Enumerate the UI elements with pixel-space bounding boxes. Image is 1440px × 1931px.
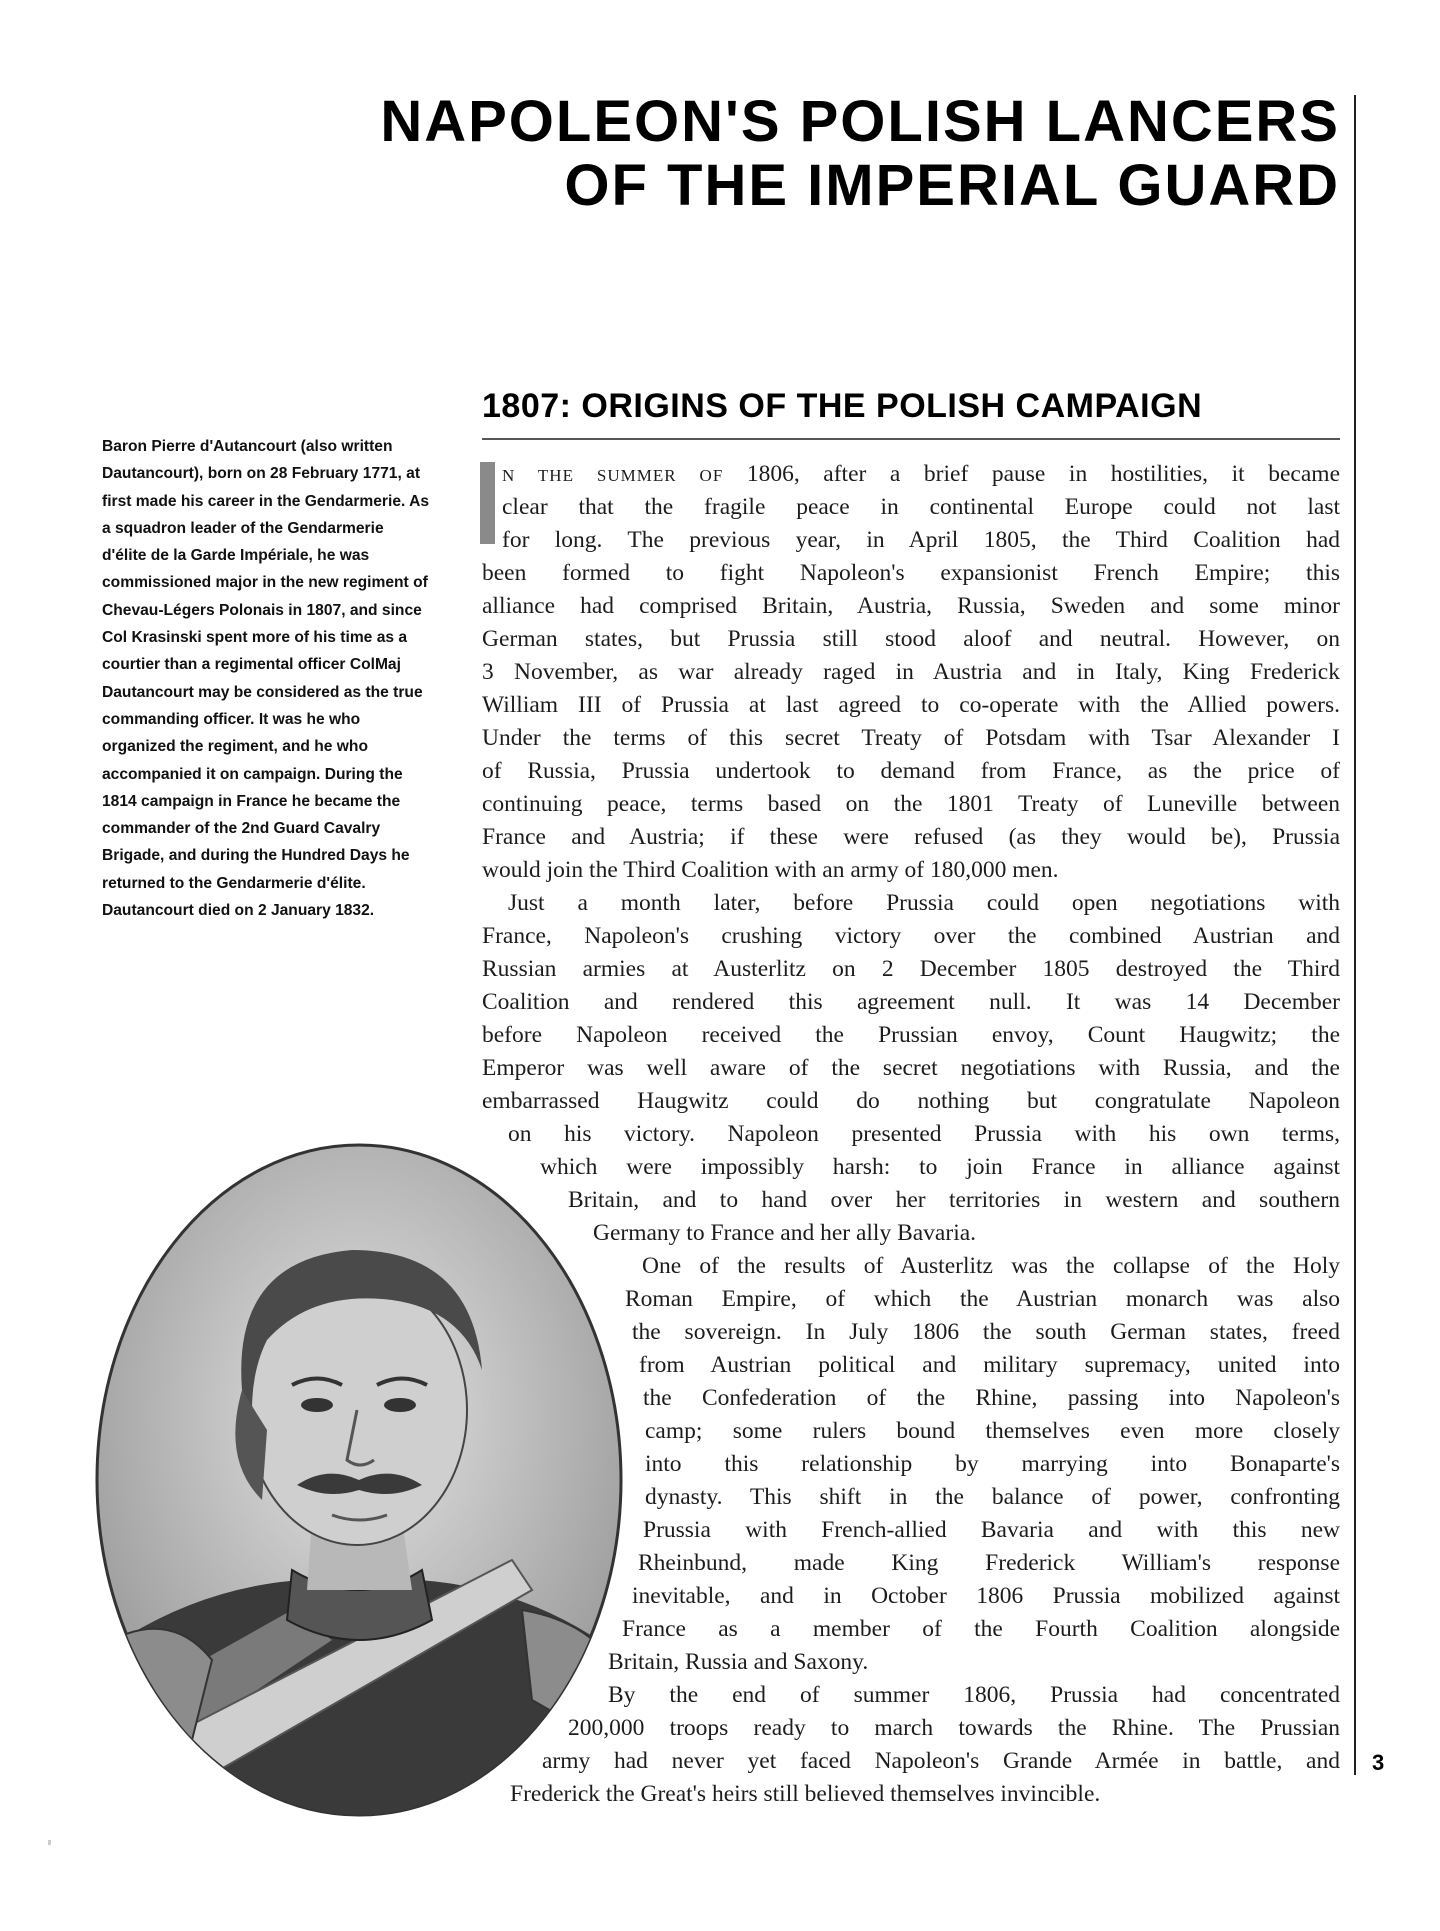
body-line: from Austrian political and military supremacy, united into	[639, 1352, 1340, 1378]
body-line: dynasty. This shift in the balance of power, confronting	[645, 1484, 1340, 1510]
body-line: the Confederation of the Rhine, passing into Napoleon's	[643, 1385, 1340, 1411]
body-line: Britain, Russia and Saxony.	[608, 1649, 869, 1675]
body-line: Germany to France and her ally Bavaria.	[593, 1220, 977, 1246]
body-line: German states, but Prussia still stood aloof and neutral. However, on	[482, 626, 1340, 652]
body-line: army had never yet faced Napoleon's Grande Armée in battle, and	[542, 1748, 1340, 1774]
title-line-2: OF THE IMPERIAL GUARD	[564, 153, 1340, 218]
body-line: By the end of summer 1806, Prussia had concentrated	[608, 1682, 1340, 1708]
body-line: of Russia, Prussia undertook to demand from France, as the price of	[482, 758, 1340, 784]
body-line: for long. The previous year, in April 1805, the Third Coalition had	[502, 527, 1340, 553]
body-line: France, Napoleon's crushing victory over the combined Austrian and	[482, 923, 1340, 949]
title-line-1: NAPOLEON'S POLISH LANCERS	[380, 89, 1340, 154]
portrait-caption: Baron Pierre d'Autancourt (also written Dautancourt), born on 28 February 1771, at first made his career in the Gendarmerie. As a squadron leader of the Gendarmerie d'élite de la Garde Impériale, he was commissioned major in the new regiment of Chevau-Légers Polonais in 1807, and since Col Krasinski spent more of his time as a courtier than a regimental officer ColMaj Dautancourt may be considered as the true commanding officer. It was he who organized the regiment, and he who accompanied it on campaign. During the 1814 campaign in France he became the commander of the 2nd Guard Cavalry Brigade, and during the Hundred Days he returned to the Gendarmerie d'élite. Dautancourt died on 2 January 1832.	[102, 438, 430, 920]
body-line: Roman Empire, of which the Austrian monarch was also	[625, 1286, 1340, 1312]
body-line: would join the Third Coalition with an army of 180,000 men.	[482, 857, 1059, 883]
body-line: William III of Prussia at last agreed to co-operate with the Allied powers.	[482, 692, 1340, 718]
body-line: France and Austria; if these were refused (as they would be), Prussia	[482, 824, 1340, 850]
body-line: Britain, and to hand over her territories in western and southern	[568, 1187, 1340, 1213]
body-line: Russian armies at Austerlitz on 2 December 1805 destroyed the Third	[482, 956, 1340, 982]
body-line: Prussia with French-allied Bavaria and with this new	[643, 1517, 1340, 1543]
body-line: been formed to fight Napoleon's expansionist French Empire; this	[482, 560, 1340, 586]
body-line: camp; some rulers bound themselves even more closely	[645, 1418, 1340, 1444]
body-line: Just a month later, before Prussia could open negotiations with	[508, 890, 1340, 916]
body-line: the sovereign. In July 1806 the south German states, freed	[632, 1319, 1340, 1345]
body-line: Coalition and rendered this agreement null. It was 14 December	[482, 989, 1340, 1015]
body-line: 200,000 troops ready to march towards the Rhine. The Prussian	[568, 1715, 1340, 1741]
body-line: Frederick the Great's heirs still believed themselves invincible.	[510, 1781, 1101, 1807]
body-line: continuing peace, terms based on the 1801 Treaty of Luneville between	[482, 791, 1340, 817]
body-line: on his victory. Napoleon presented Prussia with his own terms,	[508, 1121, 1340, 1147]
body-line: embarrassed Haugwitz could do nothing but congratulate Napoleon	[482, 1088, 1340, 1114]
page-number: 3	[1372, 1750, 1385, 1775]
body-line: Rheinbund, made King Frederick William's response	[638, 1550, 1340, 1576]
body-line: before Napoleon received the Prussian envoy, Count Haugwitz; the	[482, 1022, 1340, 1048]
body-line: clear that the fragile peace in continental Europe could not last	[502, 494, 1340, 520]
scan-speck	[48, 1840, 51, 1845]
body-line: Under the terms of this secret Treaty of Potsdam with Tsar Alexander I	[482, 725, 1340, 751]
body-line: inevitable, and in October 1806 Prussia mobilized against	[632, 1583, 1340, 1609]
body-line: France as a member of the Fourth Coalition alongside	[622, 1616, 1340, 1642]
body-line: into this relationship by marrying into Bonaparte's	[645, 1451, 1340, 1477]
body-line	[502, 458, 1340, 491]
body-line: Emperor was well aware of the secret negotiations with Russia, and the	[482, 1055, 1340, 1081]
drop-cap-letter-i	[480, 462, 495, 544]
body-line: which were impossibly harsh: to join France in alliance against	[540, 1154, 1340, 1180]
lead-smallcaps: N THE SUMMER OF	[502, 466, 724, 485]
body-line: One of the results of Austerlitz was the collapse of the Holy	[642, 1253, 1340, 1279]
body-line: 3 November, as war already raged in Austria and in Italy, King Frederick	[482, 659, 1340, 685]
section-heading: 1807: ORIGINS OF THE POLISH CAMPAIGN	[482, 387, 1203, 425]
body-line: alliance had comprised Britain, Austria, Russia, Sweden and some minor	[482, 593, 1340, 619]
body-line-text: 1806, after a brief pause in hostilities, it became	[723, 461, 1340, 487]
